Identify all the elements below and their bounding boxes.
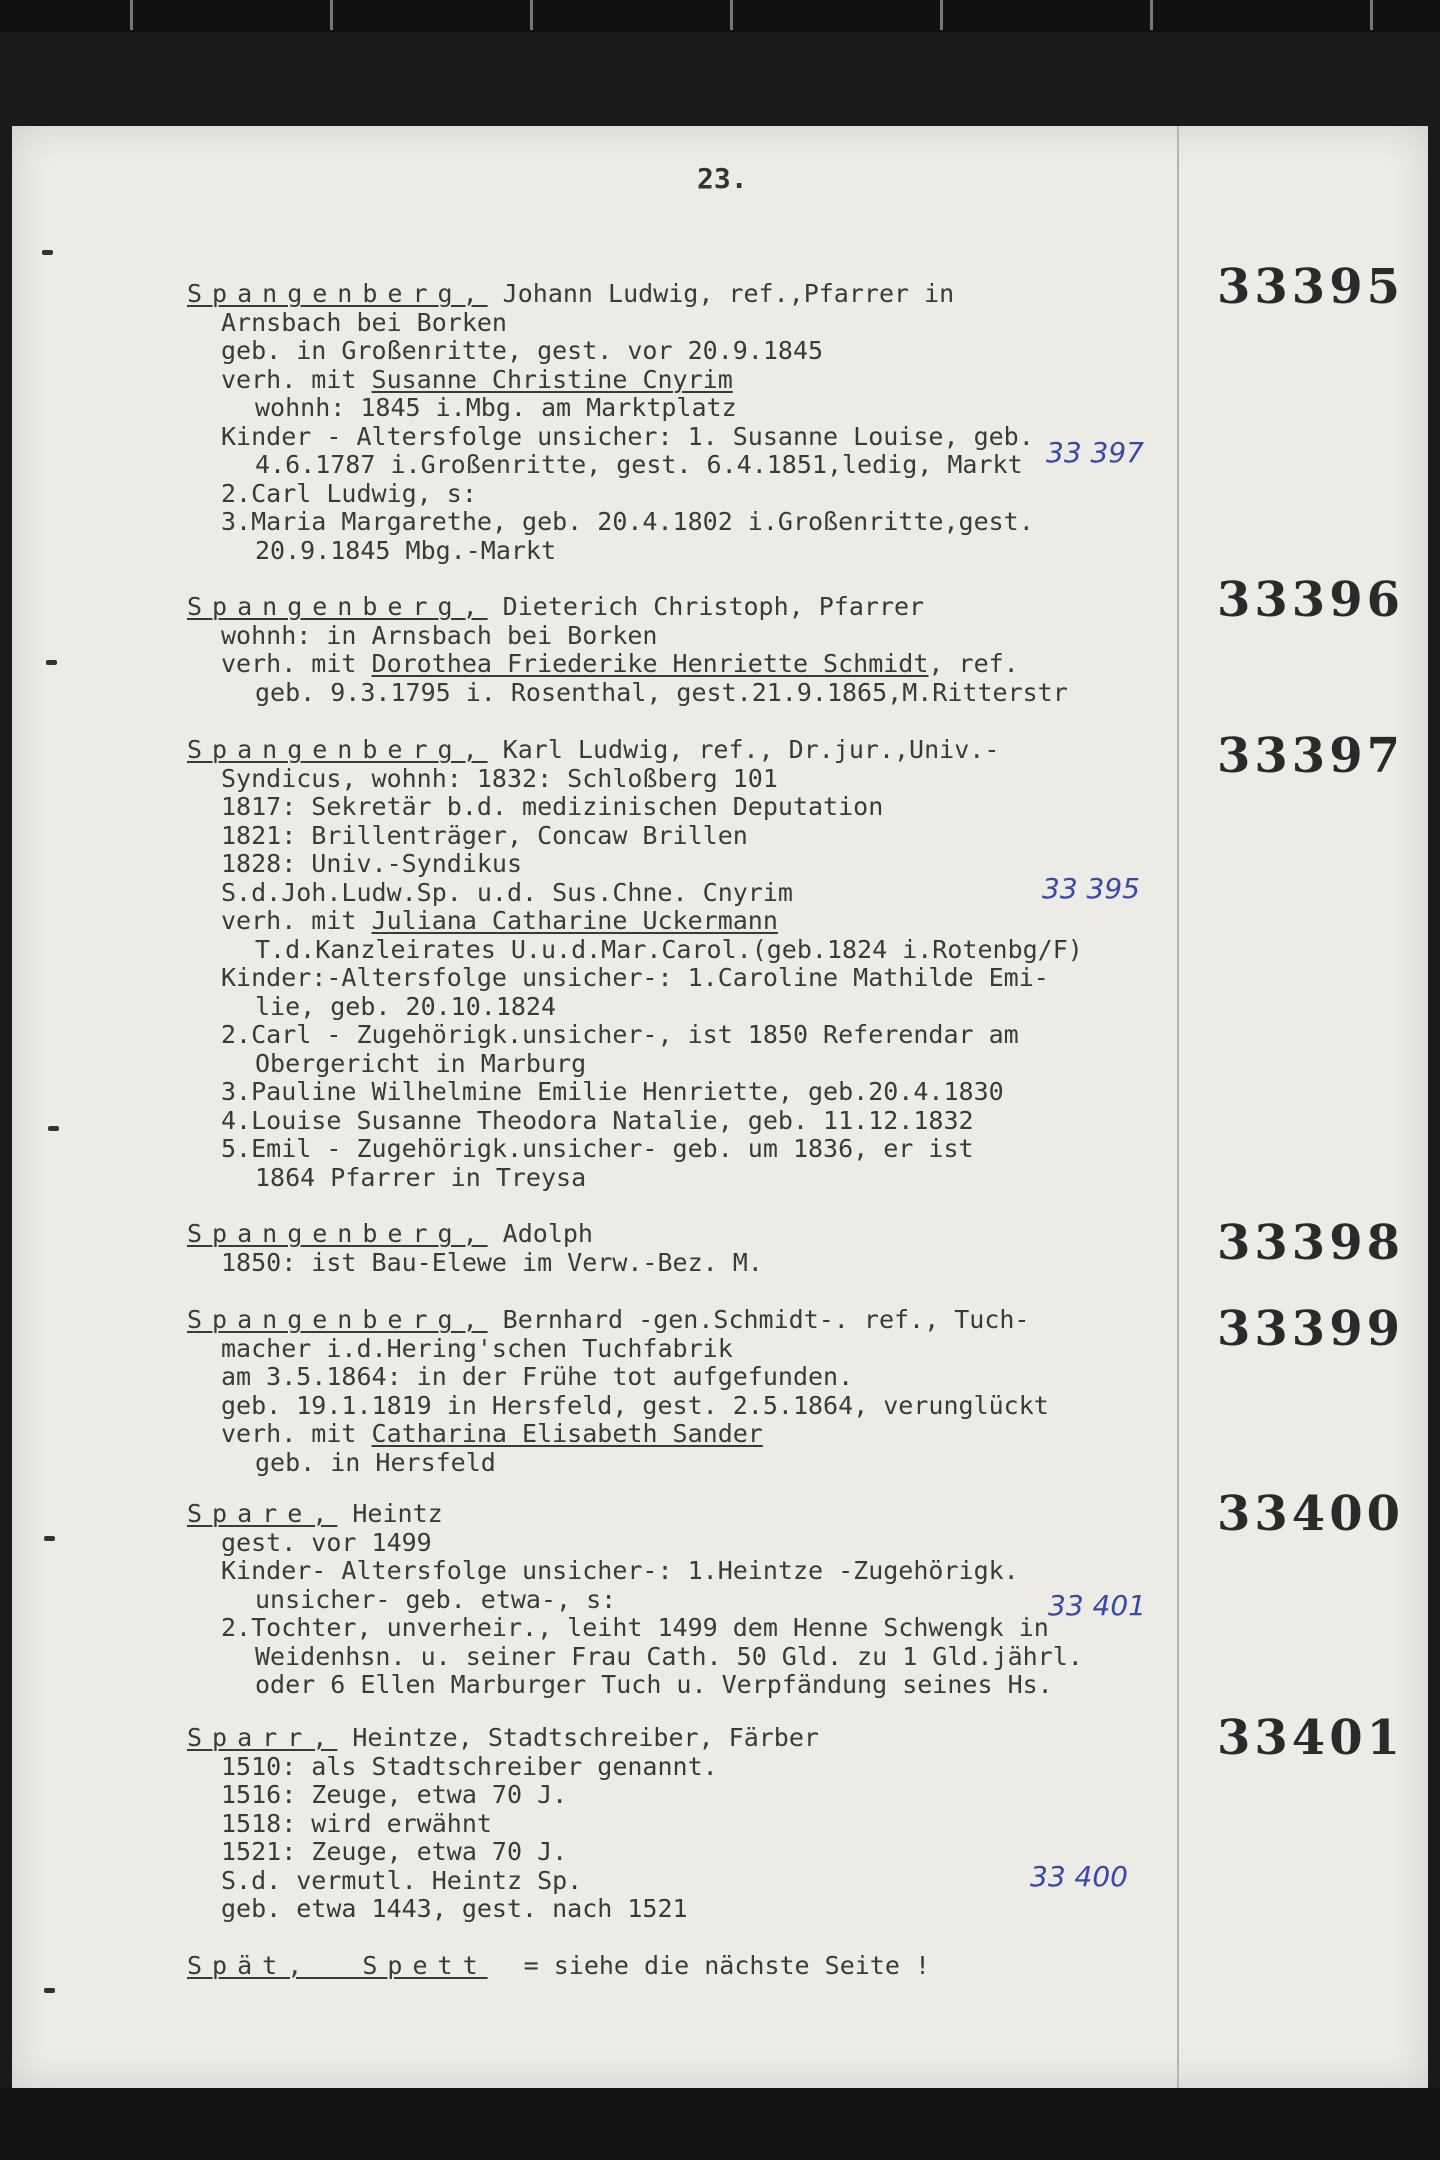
record-number: 33399 <box>1217 1301 1404 1357</box>
entry-line <box>187 822 1227 851</box>
entry-line-text: Syndicus, wohnh: 1832: Schloßberg 101 <box>221 763 778 793</box>
entry-line <box>187 309 1227 338</box>
entry-line <box>187 1135 1227 1164</box>
entry-heading: Adolph <box>487 1219 593 1248</box>
scan-top-border <box>0 0 1440 32</box>
spouse-name: Juliana Catharine Uckermann <box>371 906 778 935</box>
entry-line <box>187 936 1227 965</box>
scan-bottom-border <box>0 2088 1440 2160</box>
entry-line-text: unsicher- geb. etwa-, s: <box>255 1584 617 1614</box>
entry-line <box>187 1810 1227 1839</box>
handwritten-cross-reference: 33 397 <box>1046 436 1144 469</box>
punch-mark <box>46 660 57 665</box>
record-number: 33397 <box>1217 728 1404 784</box>
entry-line <box>187 1363 1227 1392</box>
entry-line-text: Obergericht in Marburg <box>255 1048 587 1078</box>
entry-line-text: wohnh: in Arnsbach bei Borken <box>221 620 658 650</box>
entry <box>187 1724 1227 1924</box>
entry-line-text: geb. etwa 1443, gest. nach 1521 <box>221 1894 688 1923</box>
entry-line-text: Kinder- Altersfolge unsicher-: 1.Heintze -Zugehörigk. <box>221 1556 1019 1585</box>
entry <box>187 280 1227 565</box>
handwritten-cross-reference: 33 395 <box>1042 872 1140 905</box>
entry-line-text: verh. mit <box>221 906 372 935</box>
entry-line-text: macher i.d.Hering'schen Tuchfabrik <box>221 1333 733 1363</box>
entry <box>187 1220 1227 1277</box>
entry-surname: Spangenberg, <box>187 279 488 308</box>
punch-mark <box>42 250 53 255</box>
entry-line-text: geb. 9.3.1795 i. Rosenthal, gest.21.9.1865,M.Ritterstr <box>255 677 1068 707</box>
spouse-name: Dorothea Friederike Henriette Schmidt <box>371 649 929 678</box>
entry-line-text: geb. 19.1.1819 in Hersfeld, gest. 2.5.1864, verunglückt <box>221 1390 1049 1420</box>
handwritten-cross-reference: 33 401 <box>1048 1589 1146 1622</box>
entry-surname: Spangenberg, <box>187 1219 488 1248</box>
entry-line <box>187 1107 1227 1136</box>
entry-line-text: 1510: als Stadtschreiber genannt. <box>221 1751 718 1781</box>
entry-line-text: lie, geb. 20.10.1824 <box>255 991 557 1021</box>
entry-surname: Spare, <box>187 1499 338 1528</box>
entry-line <box>187 1050 1227 1079</box>
entry-line-text: S.d. vermutl. Heintz Sp. <box>221 1865 583 1895</box>
footer-surname: Spät, Spett <box>187 1951 488 1980</box>
entry-line <box>187 1557 1227 1586</box>
entry-heading: Johann Ludwig, ref.,Pfarrer in <box>487 279 955 308</box>
entry-line <box>187 1164 1227 1193</box>
entry-line <box>187 1021 1227 1050</box>
entry-line-text: 4.6.1787 i.Großenritte, gest. 6.4.1851,ledig, Markt <box>255 450 1023 479</box>
spouse-name: Catharina Elisabeth Sander <box>371 1419 763 1448</box>
footer-note: = siehe die nächste Seite ! <box>523 1951 931 1980</box>
entry-line <box>187 366 1227 395</box>
entry <box>187 1306 1227 1477</box>
punch-mark <box>44 1536 55 1541</box>
entry-line-text: 20.9.1845 Mbg.-Markt <box>255 535 557 565</box>
entry-line-text: wohnh: 1845 i.Mbg. am Marktplatz <box>255 393 737 422</box>
entry-line-text: Arnsbach bei Borken <box>221 307 507 337</box>
entry-line-text: 2.Tochter, unverheir., leiht 1499 dem Henne Schwengk in <box>221 1613 1049 1642</box>
entry-heading: Heintz <box>337 1499 443 1528</box>
entry-line <box>187 480 1227 509</box>
entry-line <box>187 1643 1227 1672</box>
entry-line-text: 1817: Sekretär b.d. medizinischen Deputation <box>221 792 884 821</box>
entry-line-text: geb. in Hersfeld <box>255 1447 496 1477</box>
punch-mark <box>48 1126 59 1131</box>
entry-line <box>187 793 1227 822</box>
entry-line-text: verh. mit <box>221 1419 372 1448</box>
punch-mark <box>44 1988 55 1993</box>
entry-heading: Karl Ludwig, ref., Dr.jur.,Univ.- <box>487 735 1000 764</box>
entry-heading: Heintze, Stadtschreiber, Färber <box>337 1723 819 1752</box>
entry-line-text: 4.Louise Susanne Theodora Natalie, geb. 11.12.1832 <box>221 1105 974 1135</box>
entry-line-text: 1516: Zeuge, etwa 70 J. <box>221 1780 568 1809</box>
entry-line-text: 3.Pauline Wilhelmine Emilie Henriette, geb.20.4.1830 <box>221 1077 1004 1106</box>
entry-heading: Bernhard -gen.Schmidt-. ref., Tuch- <box>487 1305 1030 1334</box>
page-number: 23. <box>697 162 748 195</box>
record-number: 33401 <box>1217 1710 1404 1766</box>
entry <box>187 736 1227 1192</box>
entry-line-text: 2.Carl - Zugehörigk.unsicher-, ist 1850 Referendar am <box>221 1020 1019 1049</box>
spouse-name: Susanne Christine Cnyrim <box>371 364 733 394</box>
entry-line <box>187 337 1227 366</box>
entry-line <box>187 1753 1227 1782</box>
entry-line-text: 5.Emil - Zugehörigk.unsicher- geb. um 1836, er ist <box>221 1134 974 1163</box>
entry-line <box>187 537 1227 566</box>
record-number: 33400 <box>1217 1486 1404 1542</box>
footer-reference <box>187 1952 1227 1981</box>
entry-surname: Sparr, <box>187 1723 338 1752</box>
entry-line-text: Weidenhsn. u. seiner Frau Cath. 50 Gld. zu 1 Gld.jährl. <box>255 1641 1083 1671</box>
entry-line-text: 1821: Brillenträger, Concaw Brillen <box>221 820 748 850</box>
entry-line <box>187 1529 1227 1558</box>
entry-line <box>187 1449 1227 1478</box>
entry-line <box>187 1781 1227 1810</box>
entry-line-text: Kinder - Altersfolge unsicher: 1. Susanne Louise, geb. <box>221 421 1034 451</box>
entry-line-suffix: , ref. <box>928 649 1019 678</box>
record-number: 33395 <box>1217 259 1404 315</box>
entry-heading: Dieterich Christoph, Pfarrer <box>487 592 925 621</box>
entry <box>187 593 1227 707</box>
document-page <box>12 126 1428 2088</box>
entry-line <box>187 1078 1227 1107</box>
entry-line <box>187 1671 1227 1700</box>
entry-surname: Spangenberg, <box>187 592 488 621</box>
entry-line-text: verh. mit <box>221 364 372 394</box>
entry-line <box>187 907 1227 936</box>
record-number: 33396 <box>1217 572 1404 628</box>
entry-line <box>187 394 1227 423</box>
entry-line-text: 2.Carl Ludwig, s: <box>221 478 477 508</box>
entry-line <box>187 993 1227 1022</box>
entry-line <box>187 1335 1227 1364</box>
entry-line <box>187 508 1227 537</box>
entry-surname: Spangenberg, <box>187 1305 488 1334</box>
entry-line-text: S.d.Joh.Ludw.Sp. u.d. Sus.Chne. Cnyrim <box>221 877 793 907</box>
entry-line-text: 1864 Pfarrer in Treysa <box>255 1162 587 1192</box>
entry-line <box>187 622 1227 651</box>
entry-line <box>187 1895 1227 1924</box>
entry-line-text: 1828: Univ.-Syndikus <box>221 849 523 878</box>
entry-line <box>187 765 1227 794</box>
entry-line-text: 1518: wird erwähnt <box>221 1808 492 1838</box>
entry-line-text: 1521: Zeuge, etwa 70 J. <box>221 1837 568 1866</box>
entry-line-text: am 3.5.1864: in der Frühe tot aufgefunden. <box>221 1362 854 1391</box>
entry-surname: Spangenberg, <box>187 735 488 764</box>
entry-line-text: T.d.Kanzleirates U.u.d.Mar.Carol.(geb.1824 i.Rotenbg/F) <box>255 934 1083 964</box>
entry-line-text: Kinder:-Altersfolge unsicher-: 1.Caroline Mathilde Emi- <box>221 963 1049 992</box>
entry-line-text: geb. in Großenritte, gest. vor 20.9.1845 <box>221 336 824 365</box>
entry-line <box>187 679 1227 708</box>
entry-line <box>187 650 1227 679</box>
entry-line-text: oder 6 Ellen Marburger Tuch u. Verpfändung seines Hs. <box>255 1670 1053 1699</box>
entry-line <box>187 1392 1227 1421</box>
handwritten-cross-reference: 33 400 <box>1030 1860 1128 1893</box>
entry-line-text: verh. mit <box>221 649 372 678</box>
entry-line-text: 1850: ist Bau-Elewe im Verw.-Bez. M. <box>221 1247 763 1277</box>
entry-line <box>187 1420 1227 1449</box>
entry-line-text: gest. vor 1499 <box>221 1527 432 1557</box>
entry-line <box>187 1249 1227 1278</box>
record-number: 33398 <box>1217 1215 1404 1271</box>
entry-line-text: 3.Maria Margarethe, geb. 20.4.1802 i.Großenritte,gest. <box>221 507 1034 536</box>
entry-line <box>187 964 1227 993</box>
